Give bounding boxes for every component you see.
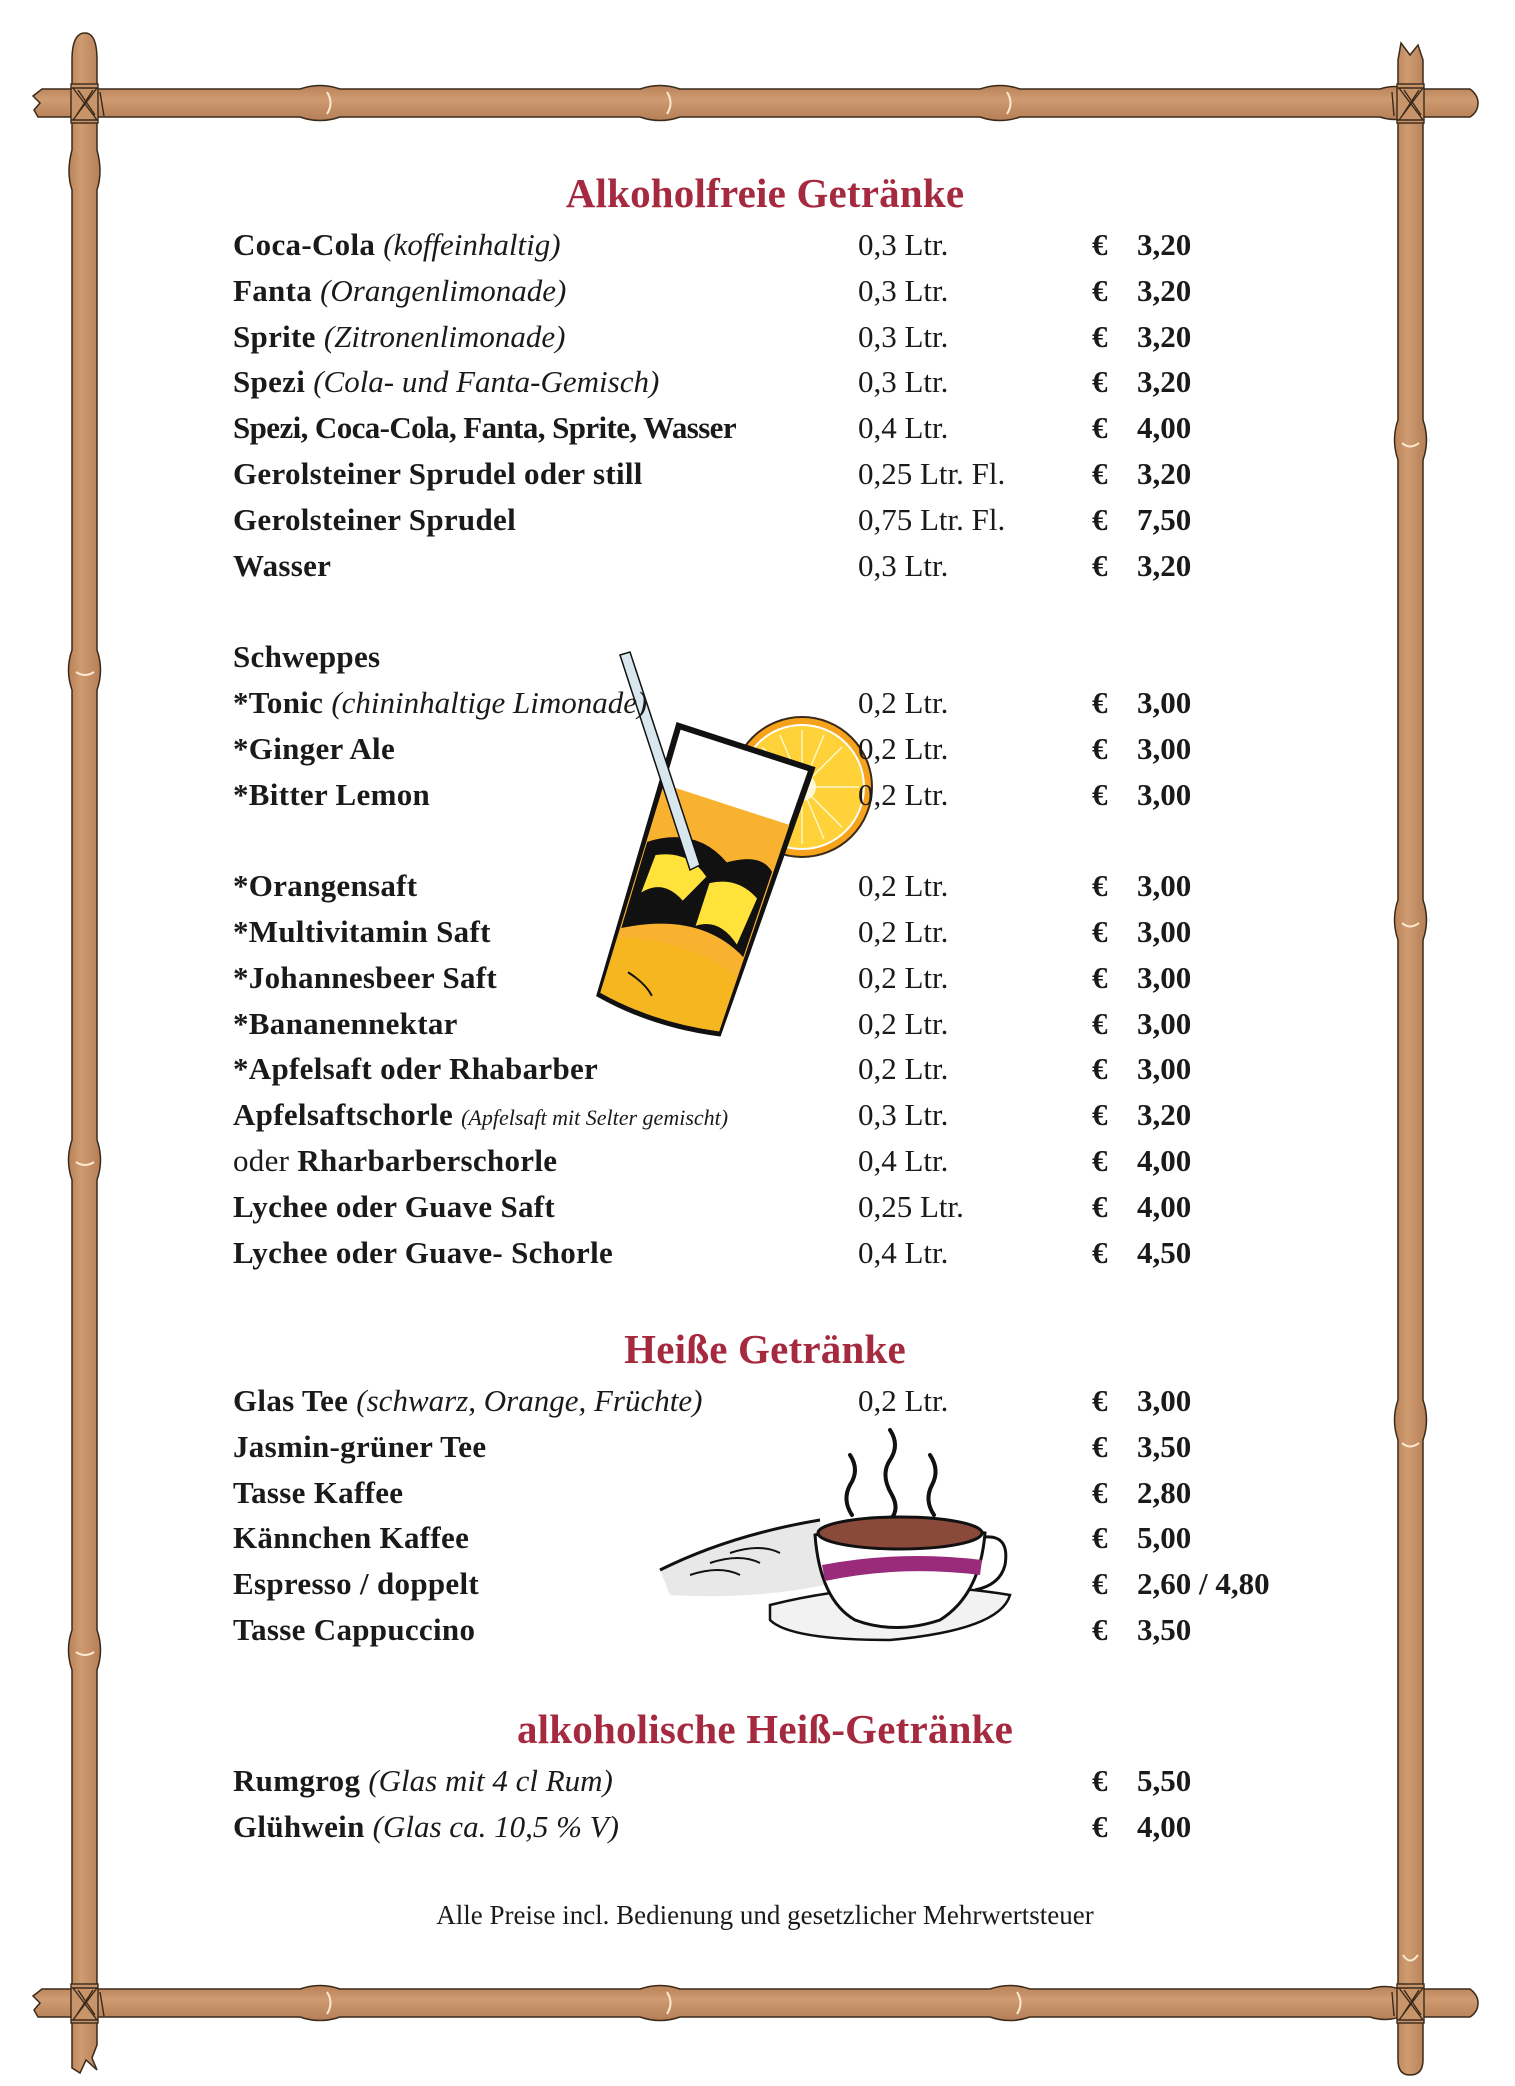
item-price: 3,00 [1137,1005,1192,1041]
item-volume: 0,2 Ltr. [858,1005,949,1041]
menu-item [233,405,1433,451]
menu-item [233,955,1433,1001]
item-volume: 0,2 Ltr. [858,730,949,766]
item-name: *Multivitamin Saft [233,913,491,949]
item-name: Gerolsteiner Sprudel oder still [233,455,643,491]
item-note: (Zitronenlimonade) [323,318,566,354]
item-name: Rharbarberschorle [297,1142,558,1178]
menu-item [233,451,1433,497]
item-volume: 0,3 Ltr. [858,1097,949,1133]
item-name: *Ginger Ale [233,730,396,766]
menu-item [233,1138,1433,1184]
item-prefix: oder [233,1142,290,1178]
euro-sign: € [1092,1566,1108,1602]
item-volume: 0,2 Ltr. [858,913,949,949]
item-name: Gerolsteiner Sprudel [233,501,516,537]
item-price: 5,00 [1137,1520,1192,1556]
item-name: Spezi [233,364,306,400]
menu-item [233,497,1433,543]
item-volume: 0,25 Ltr. [858,1188,964,1224]
item-volume: 0,2 Ltr. [858,776,949,812]
menu-list-heisse [233,1378,1433,1653]
item-volume: 0,2 Ltr. [858,868,949,904]
menu-item [233,1001,1433,1047]
item-volume: 0,2 Ltr. [858,1051,949,1087]
item-name: Wasser [233,547,332,583]
item-price: 3,50 [1137,1611,1192,1647]
item-volume: 0,3 Ltr. [858,547,949,583]
euro-sign: € [1092,1808,1108,1844]
euro-sign: € [1092,730,1108,766]
menu-item [233,909,1433,955]
menu-item [233,1046,1433,1092]
menu-item [233,1230,1433,1276]
menu-item [233,1804,1433,1850]
menu-list-alkoholische-heiss [233,1758,1433,1850]
item-volume: 0,2 Ltr. [858,684,949,720]
euro-sign: € [1092,1234,1108,1270]
section-title-alkoholische-heiss: alkoholische Heiß-Getränke [516,1706,1014,1752]
euro-sign: € [1092,1520,1108,1556]
euro-sign: € [1092,410,1108,446]
item-name: Coca-Cola [233,227,376,262]
schweppes-heading: Schweppes [233,639,381,675]
item-name: Spezi, Coca-Cola, Fanta, Sprite, Wasser [233,410,736,446]
euro-sign: € [1092,1763,1108,1798]
euro-sign: € [1092,1142,1108,1178]
euro-sign: € [1092,501,1108,537]
euro-sign: € [1092,913,1108,949]
euro-sign: € [1092,1005,1108,1041]
item-name: Kännchen Kaffee [233,1520,470,1556]
item-price: 3,20 [1137,318,1192,354]
euro-sign: € [1092,1188,1108,1224]
item-price: 3,20 [1137,272,1192,308]
item-price: 3,00 [1137,730,1192,766]
item-price: 4,00 [1137,1142,1192,1178]
item-name: Sprite [233,318,316,354]
euro-sign: € [1092,1428,1108,1464]
bottom-bamboo-bar [33,1986,1478,2021]
price-footnote: Alle Preise incl. Bedienung und gesetzlicher Mehrwertsteuer [436,1900,1094,1930]
item-price: 3,00 [1137,959,1192,995]
item-name: Tasse Cappuccino [233,1611,476,1647]
item-price: 4,00 [1137,410,1192,446]
item-volume: 0,25 Ltr. Fl. [858,455,1006,491]
item-name: *Tonic [233,684,324,720]
item-name: Lychee oder Guave- Schorle [233,1234,614,1270]
menu-item [233,680,1433,726]
euro-sign: € [1092,227,1108,262]
menu-item [233,772,1433,818]
menu-item [233,1092,1433,1138]
euro-sign: € [1092,776,1108,812]
euro-sign: € [1092,1474,1108,1510]
euro-sign: € [1092,318,1108,354]
menu-item [233,1470,1433,1516]
item-price: 2,80 [1137,1474,1192,1510]
menu-item [233,863,1433,909]
item-name: *Bitter Lemon [233,776,431,812]
item-volume: 0,4 Ltr. [858,410,949,446]
menu-item [233,359,1433,405]
item-price: 3,20 [1137,227,1192,262]
item-price: 3,50 [1137,1428,1192,1464]
euro-sign: € [1092,684,1108,720]
item-note: (Apfelsaft mit Selter gemischt) [461,1105,729,1131]
menu-item [233,726,1433,772]
menu-item [233,1515,1433,1561]
item-price: 5,50 [1137,1763,1192,1798]
menu-item [233,222,1433,268]
euro-sign: € [1092,547,1108,583]
euro-sign: € [1092,272,1108,308]
item-volume: 0,3 Ltr. [858,227,949,262]
euro-sign: € [1092,959,1108,995]
item-name: *Orangensaft [233,868,418,904]
item-note: (koffeinhaltig) [383,227,561,262]
item-volume: 0,2 Ltr. [858,1383,949,1418]
top-bamboo-bar [33,86,1478,121]
spacer [233,817,1433,863]
item-price: 3,00 [1137,684,1192,720]
item-price: 3,00 [1137,776,1192,812]
menu-list-alkoholfreie [233,222,1433,1275]
item-name: Tasse Kaffee [233,1474,404,1510]
item-name: Espresso / doppelt [233,1566,479,1602]
item-name: *Bananennektar [233,1005,458,1041]
item-name: Rumgrog [233,1763,361,1798]
item-volume: 0,4 Ltr. [858,1234,949,1270]
item-price: 4,00 [1137,1188,1192,1224]
item-name: Lychee oder Guave Saft [233,1188,556,1224]
item-name: *Apfelsaft oder Rhabarber [233,1051,599,1087]
euro-sign: € [1092,1611,1108,1647]
item-note: (chininhaltige Limonade) [331,684,648,720]
menu-item [233,1607,1433,1653]
item-volume: 0,3 Ltr. [858,364,949,400]
item-name: Apfelsaftschorle [233,1097,454,1133]
section-title-alkoholfreie: Alkoholfreie Getränke [565,170,965,216]
item-name: *Johannesbeer Saft [233,959,498,995]
euro-sign: € [1092,1383,1108,1418]
euro-sign: € [1092,868,1108,904]
item-price: 3,20 [1137,547,1192,583]
menu-item [233,268,1433,314]
item-price: 3,00 [1137,1051,1192,1087]
menu-item [233,1378,1433,1424]
menu-item [233,1561,1433,1607]
item-price: 3,00 [1137,868,1192,904]
euro-sign: € [1092,364,1108,400]
item-note: (Glas ca. 10,5 % V) [372,1808,619,1844]
item-name: Fanta [233,272,312,308]
item-price: 3,20 [1137,455,1192,491]
item-price: 3,20 [1137,364,1192,400]
item-volume: 0,3 Ltr. [858,318,949,354]
item-price: 3,00 [1137,1383,1192,1418]
section-title-heisse: Heiße Getränke [624,1326,906,1372]
menu-item [233,1424,1433,1470]
item-note: (Cola- und Fanta-Gemisch) [313,364,660,400]
euro-sign: € [1092,1051,1108,1087]
item-price: 3,00 [1137,913,1192,949]
item-volume: 0,2 Ltr. [858,959,949,995]
item-price: 7,50 [1137,501,1192,537]
item-volume: 0,75 Ltr. Fl. [858,501,1006,537]
item-price: 3,20 [1137,1097,1192,1133]
spacer [233,588,1433,634]
item-name: Glühwein [233,1808,365,1844]
item-price: 4,00 [1137,1808,1192,1844]
item-note: (schwarz, Orange, Früchte) [356,1383,703,1418]
euro-sign: € [1092,1097,1108,1133]
menu-item [233,314,1433,360]
item-price: 2,60 / 4,80 [1137,1566,1270,1602]
left-bamboo-pole [69,33,101,2073]
item-name: Glas Tee [233,1383,349,1418]
menu-item [233,1184,1433,1230]
menu-item [233,1758,1433,1804]
item-note: (Orangenlimonade) [320,272,567,308]
item-volume: 0,3 Ltr. [858,272,949,308]
item-volume: 0,4 Ltr. [858,1142,949,1178]
item-price: 4,50 [1137,1234,1192,1270]
item-note: (Glas mit 4 cl Rum) [368,1763,613,1798]
item-name: Jasmin-grüner Tee [233,1428,487,1464]
euro-sign: € [1092,455,1108,491]
menu-item [233,543,1433,589]
